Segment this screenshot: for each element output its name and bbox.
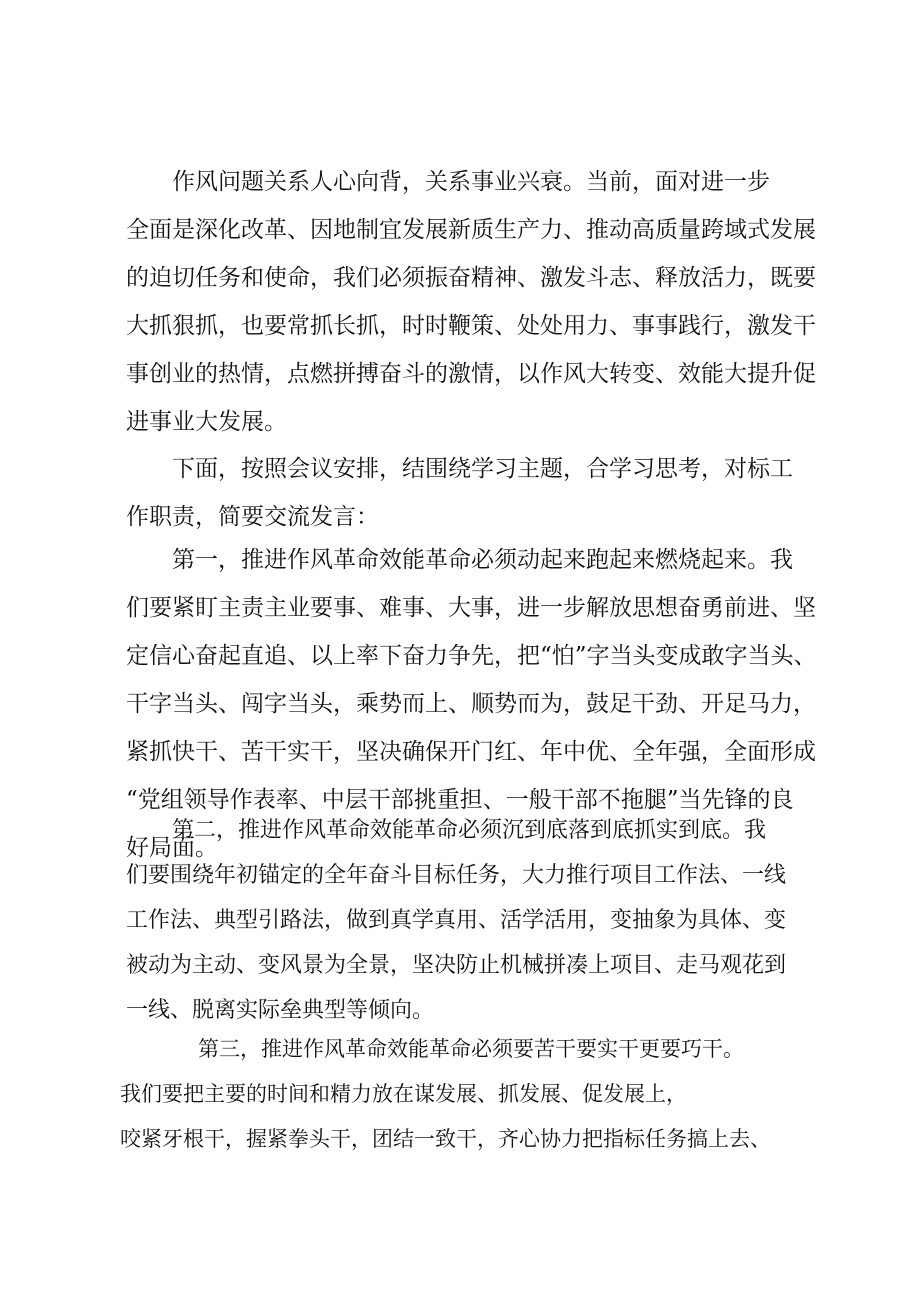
- text-line: 一线、脱离实际垒典型等倾向。: [126, 998, 435, 1023]
- text-line: 大抓狠抓，也要常抓长抓，时时鞭策、处处用力、事事践行，激发干: [126, 313, 816, 339]
- text-line: 第三，推进作风革命效能革命必须要苦干要实干更要巧干。: [198, 1037, 744, 1061]
- text-line: 作风问题关系人心向背，关系事业兴衰。当前，面对进一步: [172, 169, 770, 195]
- text-line: 下面，按照会议安排，结围绕学习主题，合学习思考，对标工: [172, 456, 793, 482]
- text-line: 进事业大发展。: [126, 409, 287, 435]
- paragraph-point-three: [120, 1027, 771, 1162]
- text-line: 们要紧盯主责主业要事、难事、大事，进一步解放思想奋勇前进、坚: [126, 595, 816, 621]
- text-line: 第二，推进作风革命效能革命必须沉到底落到底抓实到底。我: [172, 818, 767, 843]
- text-line: 被动为主动、变风景为全景，坚决防止机械拼凑上项目、走马观花到: [126, 953, 787, 978]
- paragraph-transition: [126, 445, 793, 541]
- paragraph-intro: [126, 158, 816, 446]
- text-line: 全面是深化改革、因地制宜发展新质生产力、推动高质量跨域式发展: [126, 217, 816, 243]
- text-line: 咬紧牙根干，握紧拳头干，团结一致干，齐心协力把指标任务搞上去、: [120, 1127, 771, 1151]
- text-line: 们要围绕年初锚定的全年奋斗目标任务，大力推行项目工作法、一线: [126, 863, 787, 888]
- text-line: 工作法、典型引路法，做到真学真用、活学活用，变抽象为具体、变: [126, 908, 787, 933]
- text-line: 定信心奋起直追、以上率下奋力争先，把“怕”字当头变成敢字当头、: [126, 643, 817, 669]
- text-line: 干字当头、闯字当头，乘势而上、顺势而为，鼓足干劲、开足马力，: [126, 691, 816, 717]
- text-line: 事创业的热情，点燃拼搏奋斗的激情，以作风大转变、效能大提升促: [126, 361, 816, 387]
- text-line: 的迫切任务和使命，我们必须振奋精神、激发斗志、释放活力，既要: [126, 265, 816, 291]
- text-line: 第一，推进作风革命效能革命必须动起来跑起来燃烧起来。我: [172, 547, 793, 573]
- text-line: 紧抓快干、苦干实干，坚决确保开门红、年中优、全年强，全面形成: [126, 739, 816, 765]
- paragraph-point-two: [126, 808, 786, 1033]
- text-line: 好局面。: [126, 835, 218, 861]
- text-line: 作职责，简要交流发言：: [126, 504, 379, 530]
- text-line: 我们要把主要的时间和精力放在谋发展、抓发展、促发展上，: [120, 1082, 687, 1106]
- text-line: “党组领导作表率、中层干部挑重担、一般干部不拖腿”当先锋的良: [126, 787, 794, 813]
